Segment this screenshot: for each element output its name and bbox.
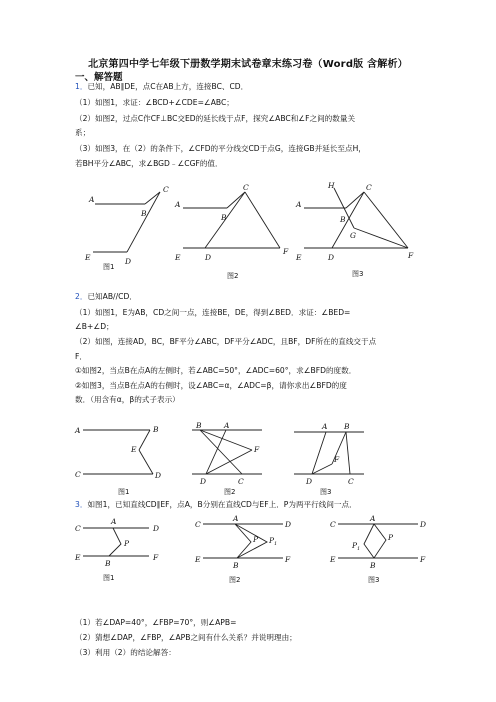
label-d: D: [205, 253, 212, 262]
label-a: A: [370, 514, 376, 523]
segment-df: [206, 450, 252, 474]
label-e: E: [175, 253, 181, 262]
label-b: B: [233, 561, 239, 570]
q2-figure-3: [292, 418, 402, 500]
label-p: P: [124, 539, 130, 548]
q1-fig1-caption: 图1: [103, 263, 115, 271]
path-apb: [235, 524, 251, 558]
segment-be: [139, 430, 150, 450]
label-c: C: [75, 470, 81, 479]
label-d: D: [285, 520, 292, 529]
q3-fig1-caption: 图1: [103, 574, 115, 582]
q3-stem: [75, 500, 357, 510]
q2-stem: [75, 292, 137, 302]
label-b: B: [370, 561, 376, 570]
label-b: B: [196, 421, 202, 430]
q3-part2: （2）猜想∠DAP，∠FBP，∠APB之间有什么关系？并说明理由；: [75, 633, 297, 642]
q2-case2-line2: 数．（用含有α，β的式子表示）: [75, 395, 180, 404]
label-e: E: [296, 253, 302, 262]
segment-cd: [332, 192, 364, 248]
label-a: A: [296, 200, 302, 209]
q1-number: 1．: [75, 82, 88, 91]
segment-bc: [227, 192, 245, 208]
label-p: P: [253, 535, 259, 544]
q2-number: 2．: [75, 292, 88, 301]
q1-part2-line1: （2）如图2，过点C作CF⊥BC交ED的延长线于点F，探究∠ABC和∠F之间的数量关: [75, 114, 356, 123]
label-b: B: [344, 422, 350, 431]
q2-case2-text: 如图3，当点B在点A的右侧时，设∠ABC=α，∠ADC=β，请你求出∠BFD的度: [81, 381, 347, 390]
q1-part3-line2: 若BH平分∠ABC，求∠BGD﹣∠CGF的值．: [75, 159, 223, 168]
page-title: 北京第四中学七年级下册数学期末试卷章末练习卷（Word版 含解析）: [88, 59, 408, 70]
q1-part1: （1）如图1，求证：∠BCD+∠CDE=∠ABC；: [75, 98, 234, 107]
q1-fig3-caption: 图3: [352, 270, 364, 278]
label-f: F: [283, 247, 289, 256]
q3-fig2-caption: 图2: [229, 576, 241, 584]
label-h: H: [328, 181, 335, 190]
label-e: E: [195, 555, 201, 564]
q2-fig2-caption: 图2: [224, 488, 236, 496]
q3-part3: （3）利用（2）的结论解答：: [75, 648, 176, 657]
q2-part1-line1: （1）如图1，E为AB，CD之间一点，连接BE，DE，得到∠BED．求证：∠BED=: [75, 308, 351, 317]
label-a: A: [75, 426, 81, 435]
q2-part2-line2: F．: [75, 352, 87, 361]
label-a: A: [224, 421, 230, 430]
label-d: D: [420, 520, 427, 529]
q1-stem: [75, 82, 248, 92]
label-b: B: [153, 425, 159, 434]
label-a: A: [89, 195, 95, 204]
segment-ed: [139, 450, 153, 474]
label-c: C: [163, 185, 169, 194]
q2-case1-mark: ①: [75, 366, 82, 375]
label-g: G: [350, 231, 356, 240]
label-a: A: [322, 422, 328, 431]
q1-stem-text: 已知，AB∥DE，点C在AB上方，连接BC、CD．: [87, 82, 249, 91]
q2-case2-mark: ②: [75, 381, 82, 390]
label-d: D: [125, 257, 132, 266]
q1-figure-3: [296, 180, 421, 280]
segment-bc: [346, 192, 364, 208]
label-d: D: [200, 477, 207, 486]
q1-fig2-caption: 图2: [227, 272, 239, 280]
label-d: D: [306, 477, 313, 486]
path-apb: [374, 524, 386, 558]
label-c: C: [195, 520, 201, 529]
label-p1: $P_1$: [352, 541, 361, 552]
label-f: F: [334, 455, 340, 464]
q1-part2-line2: 系；: [75, 128, 91, 137]
segment-cf: [245, 192, 280, 248]
label-b: B: [141, 209, 147, 218]
q3-fig3-caption: 图3: [368, 576, 380, 584]
label-f: F: [285, 555, 291, 564]
label-e: E: [85, 253, 91, 262]
label-p1: $P_1$: [269, 536, 278, 547]
q2-case2-line1: [75, 381, 347, 391]
label-f: F: [254, 445, 260, 454]
q1-part3-line1: （3）如图3，在（2）的条件下，∠CFD的平分线交CD于点G，连接GB并延长至点H，: [75, 144, 366, 153]
segment-bc: [145, 192, 160, 204]
label-c: C: [348, 477, 354, 486]
q2-case1-text: 如图2，当点B在点A的左侧时，若∠ABC=50°，∠ADC=60°，求∠BFD的度数．: [81, 366, 357, 375]
label-f: F: [408, 251, 414, 260]
label-e: E: [131, 445, 137, 454]
label-e: E: [330, 555, 336, 564]
label-a: A: [233, 514, 239, 523]
path-apb: [109, 528, 121, 556]
section-heading: 一、解答题: [75, 72, 123, 83]
label-f: F: [420, 555, 426, 564]
label-a: A: [111, 517, 117, 526]
q2-case1: [75, 366, 356, 376]
q1-figure-2: [175, 180, 300, 280]
segment-cd: [127, 192, 160, 252]
q2-stem-text: 已知AB//CD．: [87, 292, 137, 301]
segment-bf: [200, 430, 252, 450]
label-b: B: [105, 559, 111, 568]
label-a: A: [175, 200, 181, 209]
label-b: B: [221, 213, 227, 222]
q3-figure-2: [195, 512, 305, 584]
q2-part2-line1: （2）如图，连接AD，BC，BF平分∠ABC，DF平分∠ADC，且BF，DF所在的直线交于点: [75, 337, 377, 346]
label-e: E: [75, 553, 81, 562]
q1-figure-1: [85, 180, 185, 280]
label-c: C: [330, 520, 336, 529]
q3-figure-3: [330, 512, 440, 584]
label-d: D: [153, 524, 160, 533]
segment-bc: [346, 432, 350, 474]
q2-figure-2: [190, 418, 290, 500]
label-c: C: [243, 183, 249, 192]
q3-number: 3．: [75, 500, 88, 509]
label-f: F: [153, 553, 159, 562]
label-c: C: [238, 477, 244, 486]
q3-stem-text: 如图1，已知直线CD∥EF，点A，B分别在直线CD与EF上．P为两平行线间一点．: [87, 500, 357, 509]
label-d: D: [155, 471, 162, 480]
label-c: C: [75, 524, 81, 533]
label-d: D: [328, 253, 335, 262]
label-b: B: [340, 215, 346, 224]
label-p: P: [388, 533, 394, 542]
q2-fig3-caption: 图3: [320, 488, 332, 496]
q3-figure-1: [75, 512, 175, 584]
q2-part1-line2: ∠B+∠D；: [75, 322, 114, 331]
segment-bc: [200, 430, 242, 474]
label-c: C: [366, 183, 372, 192]
q3-part1: （1）若∠DAP=40°，∠FBP=70°，则∠APB=: [75, 618, 237, 627]
path-ap1b: [364, 524, 374, 558]
q2-figure-1: [75, 418, 185, 500]
q2-fig1-caption: 图1: [118, 488, 130, 496]
